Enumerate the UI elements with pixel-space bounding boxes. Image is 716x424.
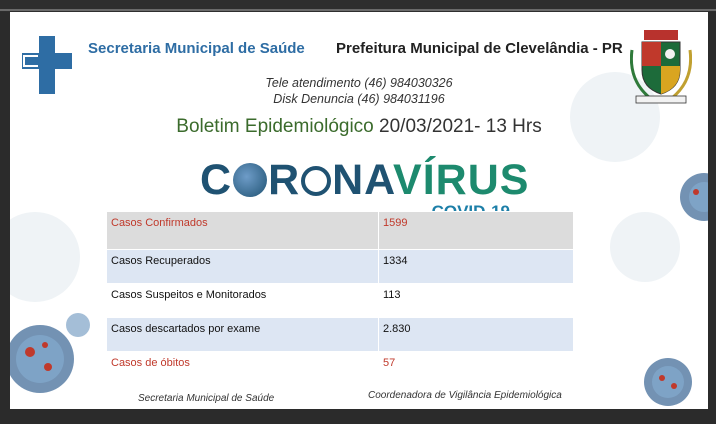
footer-secretaria: Secretaria Municipal de Saúde xyxy=(138,393,275,404)
bulletin-card xyxy=(10,12,708,409)
table-row xyxy=(107,250,574,284)
stat-label: Casos Suspeitos e Monitorados xyxy=(107,284,379,318)
tele-atendimento-text: Tele atendimento (46) 984030326 xyxy=(265,76,453,90)
background-virus-icon xyxy=(10,212,80,302)
stat-label: Casos Confirmados xyxy=(107,212,379,250)
footer-coordenadora: Coordenadora de Vigilância Epidemiológica xyxy=(368,390,562,401)
table-row xyxy=(107,318,574,352)
virus-o-icon xyxy=(233,163,267,197)
coronavirus-wordmark: C R NAVÍRUS xyxy=(200,156,530,204)
stat-value: 1599 xyxy=(379,212,574,250)
top-line xyxy=(0,9,716,11)
virus-illustration-icon xyxy=(674,162,708,232)
stat-label: Casos de óbitos xyxy=(107,352,379,386)
disk-denuncia-text: Disk Denuncia (46) 984031196 xyxy=(273,92,445,106)
case-stats-table xyxy=(106,211,574,386)
bulletin-date: 20/03/2021- 13 Hrs xyxy=(379,116,542,137)
stat-value: 57 xyxy=(379,352,574,386)
table-row xyxy=(107,212,574,250)
virus-illustration-icon xyxy=(638,352,700,408)
stat-value: 113 xyxy=(379,284,574,318)
bulletin-heading xyxy=(10,116,708,138)
virus-illustration-icon xyxy=(10,297,100,409)
stat-value: 1334 xyxy=(379,250,574,284)
stat-label: Casos descartados por exame xyxy=(107,318,379,352)
table-row xyxy=(107,352,574,386)
bulletin-label: Boletim Epidemiológico xyxy=(176,116,374,137)
stat-label: Casos Recuperados xyxy=(107,250,379,284)
stat-value: 2.830 xyxy=(379,318,574,352)
virus-o-icon xyxy=(301,166,331,196)
background-virus-icon xyxy=(610,212,680,282)
table-row xyxy=(107,284,574,318)
prefeitura-title: Prefeitura Municipal de Clevelândia - PR xyxy=(336,40,623,57)
secretaria-title: Secretaria Municipal de Saúde xyxy=(88,40,305,57)
